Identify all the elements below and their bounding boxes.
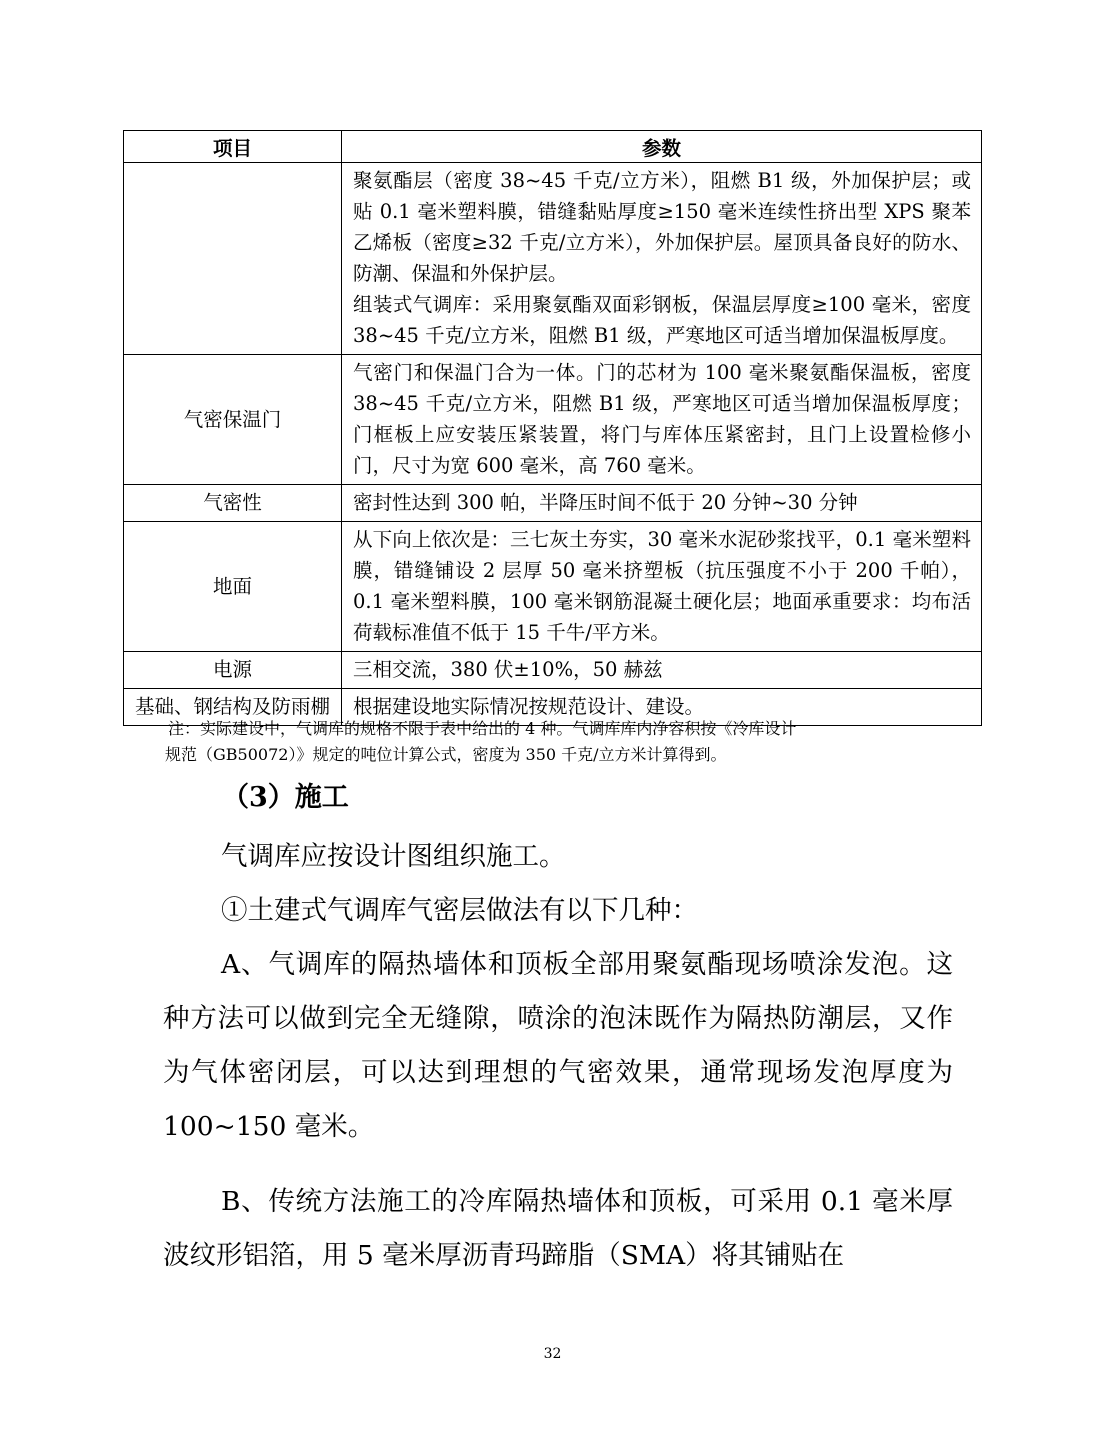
row-params bbox=[342, 355, 982, 485]
table-row bbox=[124, 652, 982, 689]
row-params bbox=[342, 522, 982, 652]
row-item: 气密性 bbox=[124, 485, 342, 522]
spec-table bbox=[123, 130, 982, 726]
header-item: 项目 bbox=[124, 131, 342, 163]
table-row bbox=[124, 163, 982, 355]
row-params bbox=[342, 485, 982, 522]
paragraph: B、传统方法施工的冷库隔热墙体和顶板，可采用 0.1 毫米厚波纹形铝箔，用 5 毫米厚沥青玛蹄脂（SMA）将其铺贴在 bbox=[163, 1186, 953, 1271]
table-row bbox=[124, 355, 982, 485]
row-item: 电源 bbox=[124, 652, 342, 689]
row-item bbox=[124, 163, 342, 355]
row-params bbox=[342, 652, 982, 689]
table-row bbox=[124, 485, 982, 522]
param-text: 聚氨酯层（密度 38~45 千克/立方米），阻燃 B1 级，外加保护层；或贴 0.1 毫米塑料膜，错缝黏贴厚度≥150 毫米连续性挤出型 XPS 聚苯乙烯板（密度≥32 千克/立方米），外加保护层。屋顶具备良好的防水、防潮、保温和外保护层。 bbox=[353, 169, 971, 285]
param-text: 密封性达到 300 帕，半降压时间不低于 20 分钟~30 分钟 bbox=[353, 491, 858, 514]
row-item: 气密保温门 bbox=[124, 355, 342, 485]
param-text: 组装式气调库：采用聚氨酯双面彩钢板，保温层厚度≥100 毫米，密度 38~45 千克/立方米，阻燃 B1 级，严寒地区可适当增加保温板厚度。 bbox=[353, 293, 971, 347]
paragraph: 气调库应按设计图组织施工。 bbox=[221, 841, 566, 872]
page-number: 32 bbox=[543, 1346, 562, 1362]
paragraph: A、气调库的隔热墙体和顶板全部用聚氨酯现场喷涂发泡。这种方法可以做到完全无缝隙，喷涂的泡沫既作为隔热防潮层，又作为气体密闭层，可以达到理想的气密效果，通常现场发泡厚度为 100~150 毫米。 bbox=[163, 949, 953, 1142]
section-heading: （3）施工 bbox=[222, 782, 349, 813]
body-text bbox=[163, 830, 953, 1283]
paragraph: ①土建式气调库气密层做法有以下几种： bbox=[221, 895, 698, 926]
table-header-row bbox=[124, 131, 982, 163]
header-params: 参数 bbox=[342, 131, 982, 163]
param-text: 三相交流，380 伏±10%，50 赫兹 bbox=[353, 658, 663, 681]
note-line: 注：实际建设中，气调库的规格不限于表中给出的 4 种。气调库库内净容积按《冷库设计 bbox=[168, 719, 797, 738]
table-note bbox=[123, 716, 981, 768]
table-row bbox=[124, 522, 982, 652]
param-text: 气密门和保温门合为一体。门的芯材为 100 毫米聚氨酯保温板，密度 38~45 千克/立方米，阻燃 B1 级，严寒地区可适当增加保温板厚度；门框板上应安装压紧装置，将门与库体压紧密封，且门上设置检修小门，尺寸为宽 600 毫米，高 760 毫米。 bbox=[353, 361, 971, 477]
row-item: 地面 bbox=[124, 522, 342, 652]
param-text: 根据建设地实际情况按规范设计、建设。 bbox=[353, 695, 705, 718]
row-params bbox=[342, 163, 982, 355]
param-text: 从下向上依次是：三七灰土夯实，30 毫米水泥砂浆找平，0.1 毫米塑料膜，错缝铺设 2 层厚 50 毫米挤塑板（抗压强度不小于 200 千帕），0.1 毫米塑料膜，100 毫米钢筋混凝土硬化层；地面承重要求：均布活荷载标准值不低于 15 千牛/平方米。 bbox=[353, 528, 971, 644]
note-line: 规范（GB50072）》规定的吨位计算公式，密度为 350 千克/立方米计算得到。 bbox=[165, 745, 727, 764]
row-item: 基础、钢结构及防雨棚 bbox=[124, 689, 342, 726]
